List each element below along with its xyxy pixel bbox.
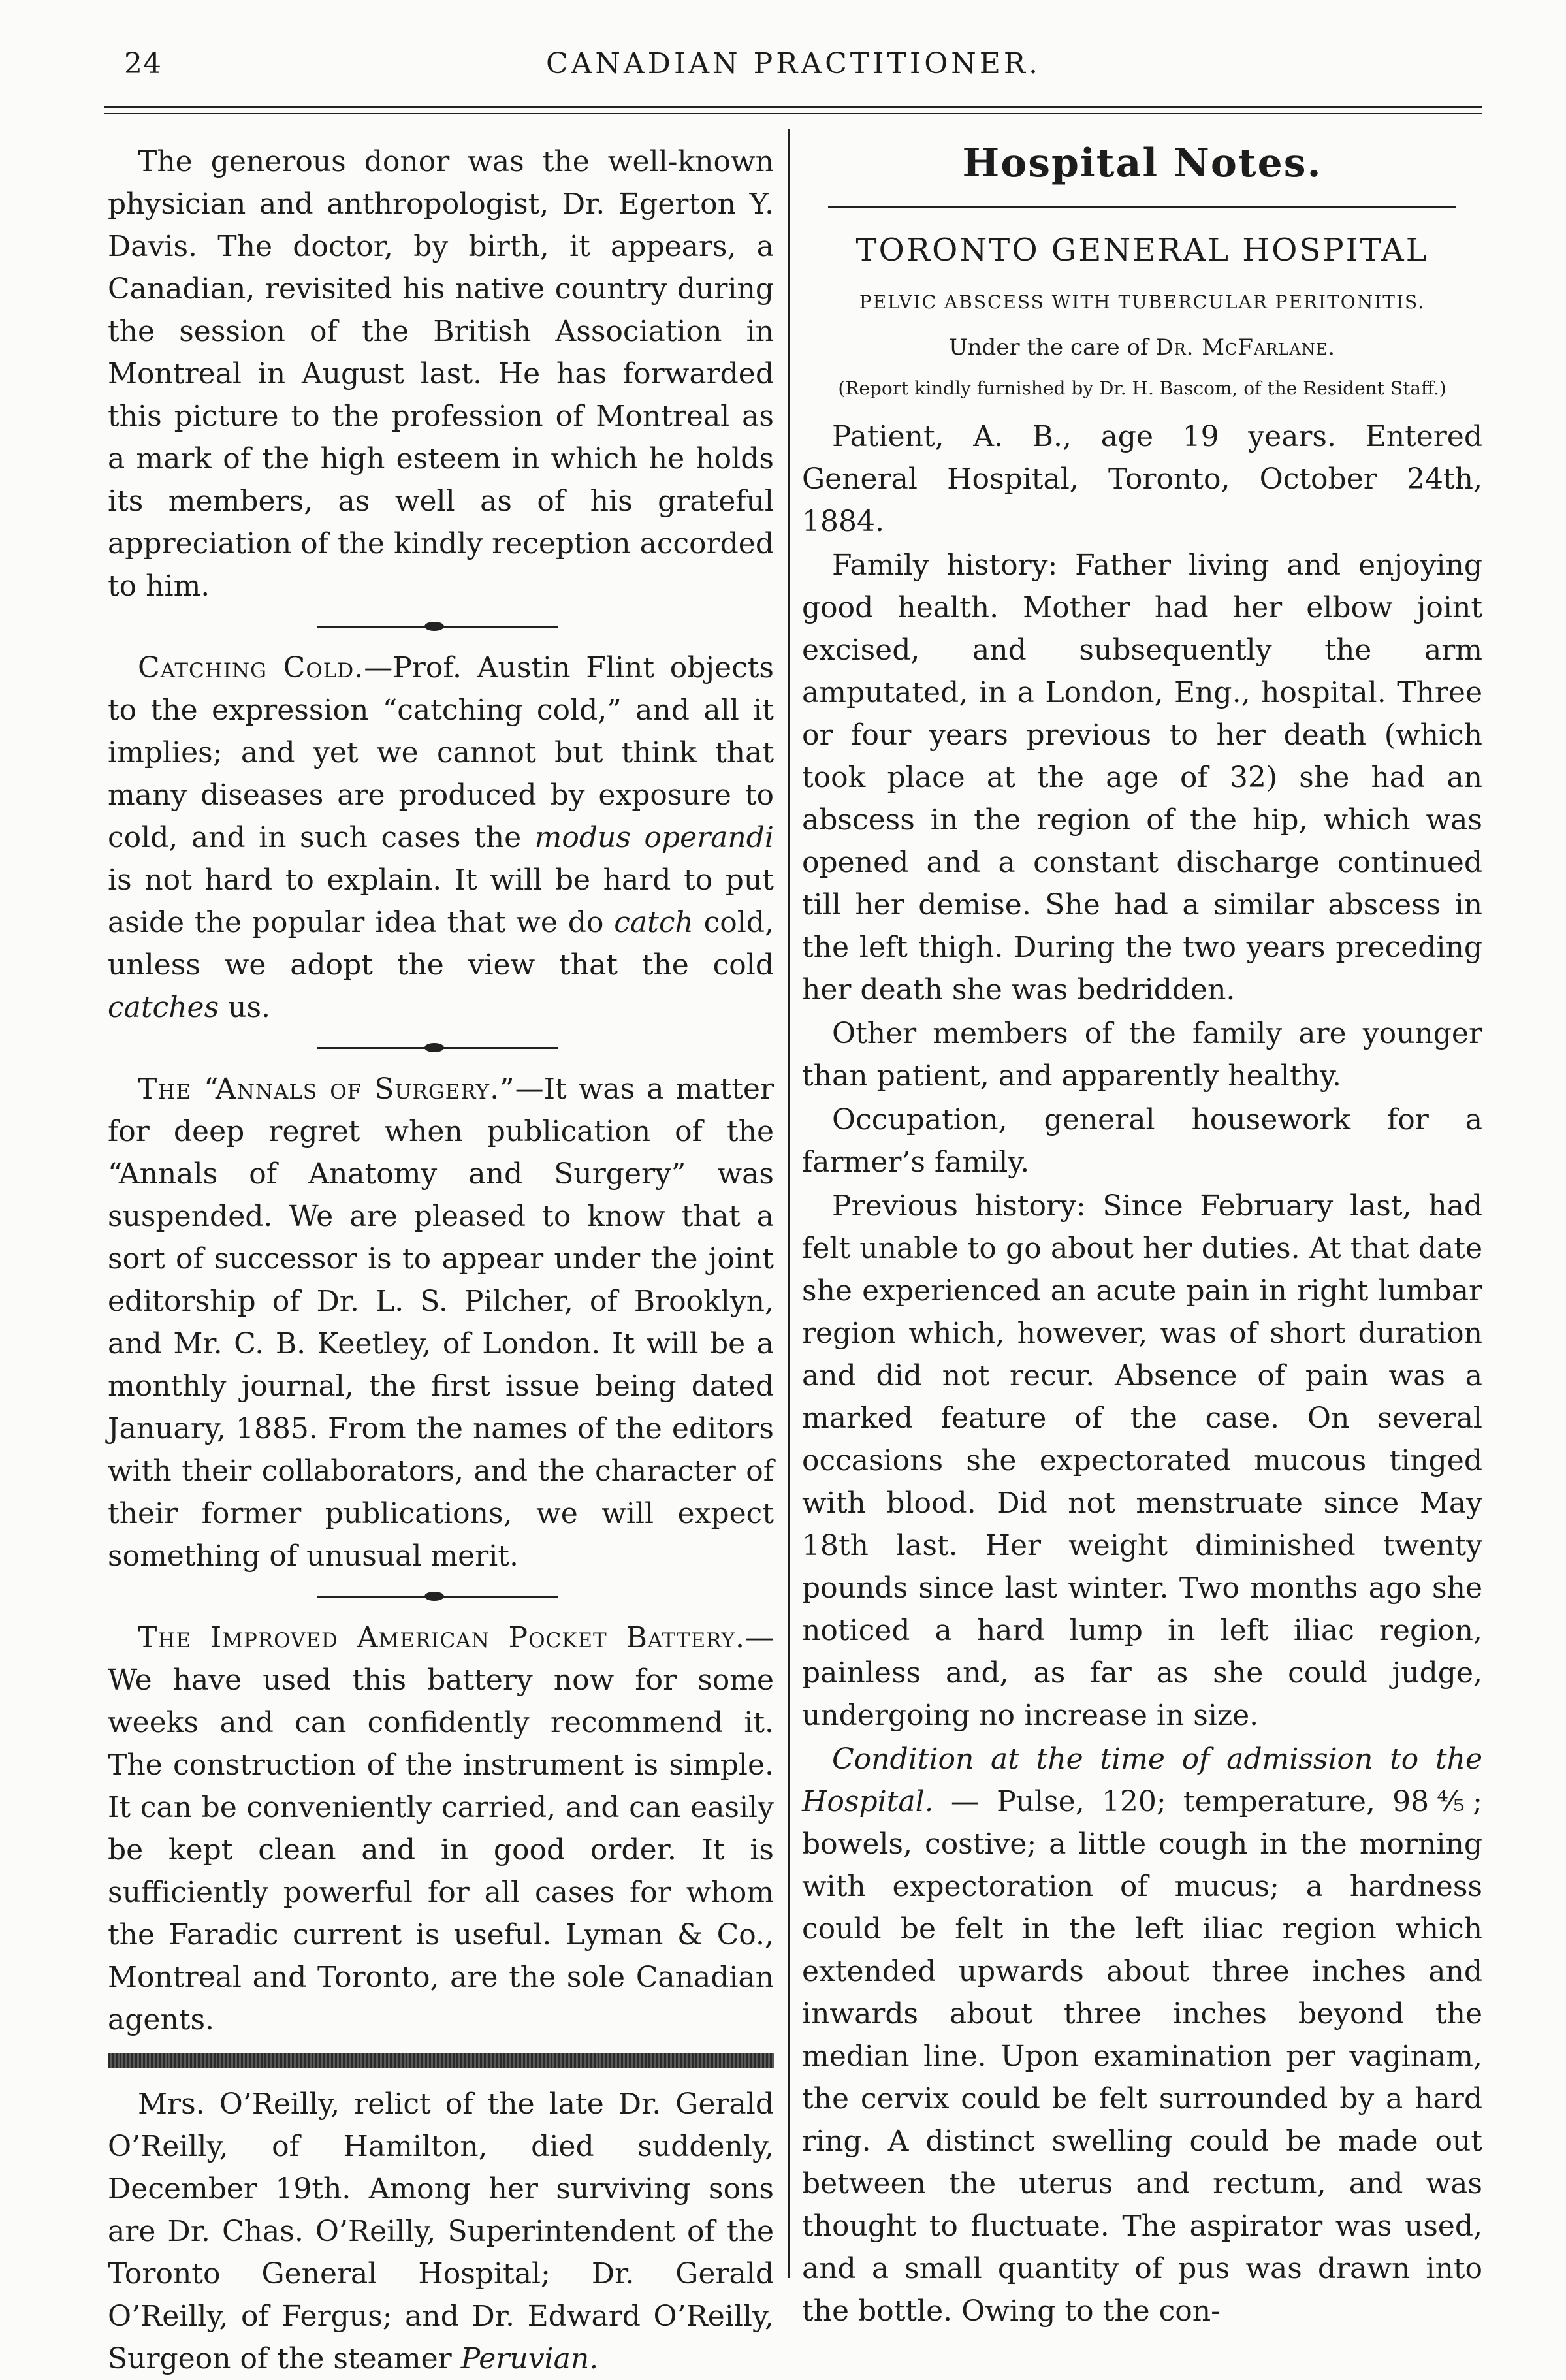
hospital-name: TORONTO GENERAL HOSPITAL <box>855 232 1429 268</box>
right-column <box>802 140 1482 2334</box>
battery-heading: The Improved American Pocket Battery. <box>138 1621 745 1654</box>
battery-paragraph: The Improved American Pocket Battery.—We have used this battery now for some weeks and can confidently recommend it. The construction of the instrument is simple. It can be conveniently carried, and can easily be kept clean and in good order. It is sufficiently powerful for all cases for whom the Faradic current is useful. Lyman & Co., Montreal and Toronto, are the sole Canadian agents. <box>108 1621 774 2036</box>
condition-paragraph: Condition at the time of admission to the Hospital. — Pulse, 120; temperature, 98⅘; bowels, costive; a little cough in the morning with expectoration of mucus; a hardness could be felt in the left iliac region which extended upwards about three inches and inwards about three inches beyond the median line. Upon examination per vaginam, the cervix could be felt surrounded by a hard ring. A distinct swelling could be made out between the uterus and rectum, and was thought to fluctuate. The aspirator was used, and a small quantity of pus was drawn into the bottle. Owing to the con- <box>802 1743 1482 2328</box>
annals-paragraph: The “Annals of Surgery.”—It was a matter for deep regret when publication of the “Annals of Anatomy and Surgery” was suspended. We are pleased to know that a sort of successor is to appear under the joint editorship of Dr. L. S. Pilcher, of Brooklyn, and Mr. C. B. Keetley, of London. It will be a monthly journal, the first issue being dated January, 1885. From the names of the editors with their collaborators, and the character of their former publications, we will expect something of unusual merit. <box>108 1072 774 1573</box>
heavy-rule <box>108 2053 774 2068</box>
case-title: PELVIC ABSCESS WITH TUBERCULAR PERITONITIS. <box>859 291 1426 313</box>
catching-cold-paragraph: Catching Cold.—Prof. Austin Flint objects to the expression “catching cold,” and all it implies; and yet we cannot but think that many diseases are produced by exposure to cold, and in such cases the modus operandi is not hard to explain. It will be hard to put aside the popular idea that we do catch cold, unless we adopt the view that the cold catches us. <box>108 651 774 1024</box>
donor-paragraph: The generous donor was the well-known physician and anthropologist, Dr. Egerton Y. Davis. The doctor, by birth, it appears, a Canadian, revisited his native country during the session of the British Association in Montreal in August last. He has forwarded this picture to the profession of Montreal as a mark of the high esteem in which he holds its members, as well as of his grateful appreciation of the kindly reception accorded to him. <box>108 145 775 603</box>
care-line: Under the care of Dr. McFarlane. <box>948 334 1336 361</box>
section-title-rule <box>828 206 1456 208</box>
patient-paragraph: Patient, A. B., age 19 years. Entered General Hospital, Toronto, October 24th, 1884. <box>802 420 1482 538</box>
previous-history-paragraph: Previous history: Since February last, had felt unable to go about her duties. At that date she experienced an acute pain in right lumbar region which, however, was of short duration and did not recur. Absence of pain was a marked feature of the case. On several occasions she expectorated mucous tinged with blood. Did not menstruate since May 18th last. Her weight diminished twenty pounds since last winter. Two months ago she noticed a hard lump in left iliac region, painless and, as far as she could judge, undergoing no increase in size. <box>802 1189 1482 1732</box>
occupation-paragraph: Occupation, general housework for a farmer’s family. <box>802 1103 1482 1179</box>
ship-name: Peruvian. <box>460 2342 599 2375</box>
page-number: 24 <box>124 47 162 80</box>
running-title: CANADIAN PRACTITIONER. <box>545 47 1042 80</box>
report-credit: (Report kindly furnished by Dr. H. Bascom, of the Resident Staff.) <box>838 378 1446 399</box>
section-separator <box>108 1029 774 1068</box>
section-title: Hospital Notes. <box>962 140 1322 186</box>
left-column <box>108 140 774 2380</box>
condition-heading: Condition at the time of admission to the Hospital. <box>802 1743 1482 1818</box>
family-members-paragraph: Other members of the family are younger than patient, and apparently healthy. <box>802 1017 1482 1093</box>
family-history-paragraph: Family history: Father living and enjoying good health. Mother had her elbow joint excised, and subsequently the arm amputated, in a London, Eng., hospital. Three or four years previous to her death (which took place at the age of 32) she had an abscess in the region of the hip, which was opened and a constant discharge continued till her demise. She had a similar abscess in the left thigh. During the two years preceding her death she was bedridden. <box>802 549 1482 1006</box>
column-divider <box>788 129 790 2278</box>
oreilly-obituary: Mrs. O’Reilly, relict of the late Dr. Gerald O’Reilly, of Hamilton, died suddenly, December 19th. Among her surviving sons are Dr. Chas. O’Reilly, Superintendent of the Toronto General Hospital; Dr. Gerald O’Reilly, of Fergus; and Dr. Edward O’Reilly, Surgeon of the steamer Peruvian. <box>108 2087 774 2375</box>
section-separator <box>108 1577 774 1616</box>
catching-cold-heading: Catching Cold. <box>138 651 364 684</box>
annals-heading: The “Annals of Surgery.” <box>138 1072 515 1106</box>
section-separator <box>108 607 774 647</box>
header-double-rule <box>104 106 1482 114</box>
page-header <box>104 33 1482 85</box>
